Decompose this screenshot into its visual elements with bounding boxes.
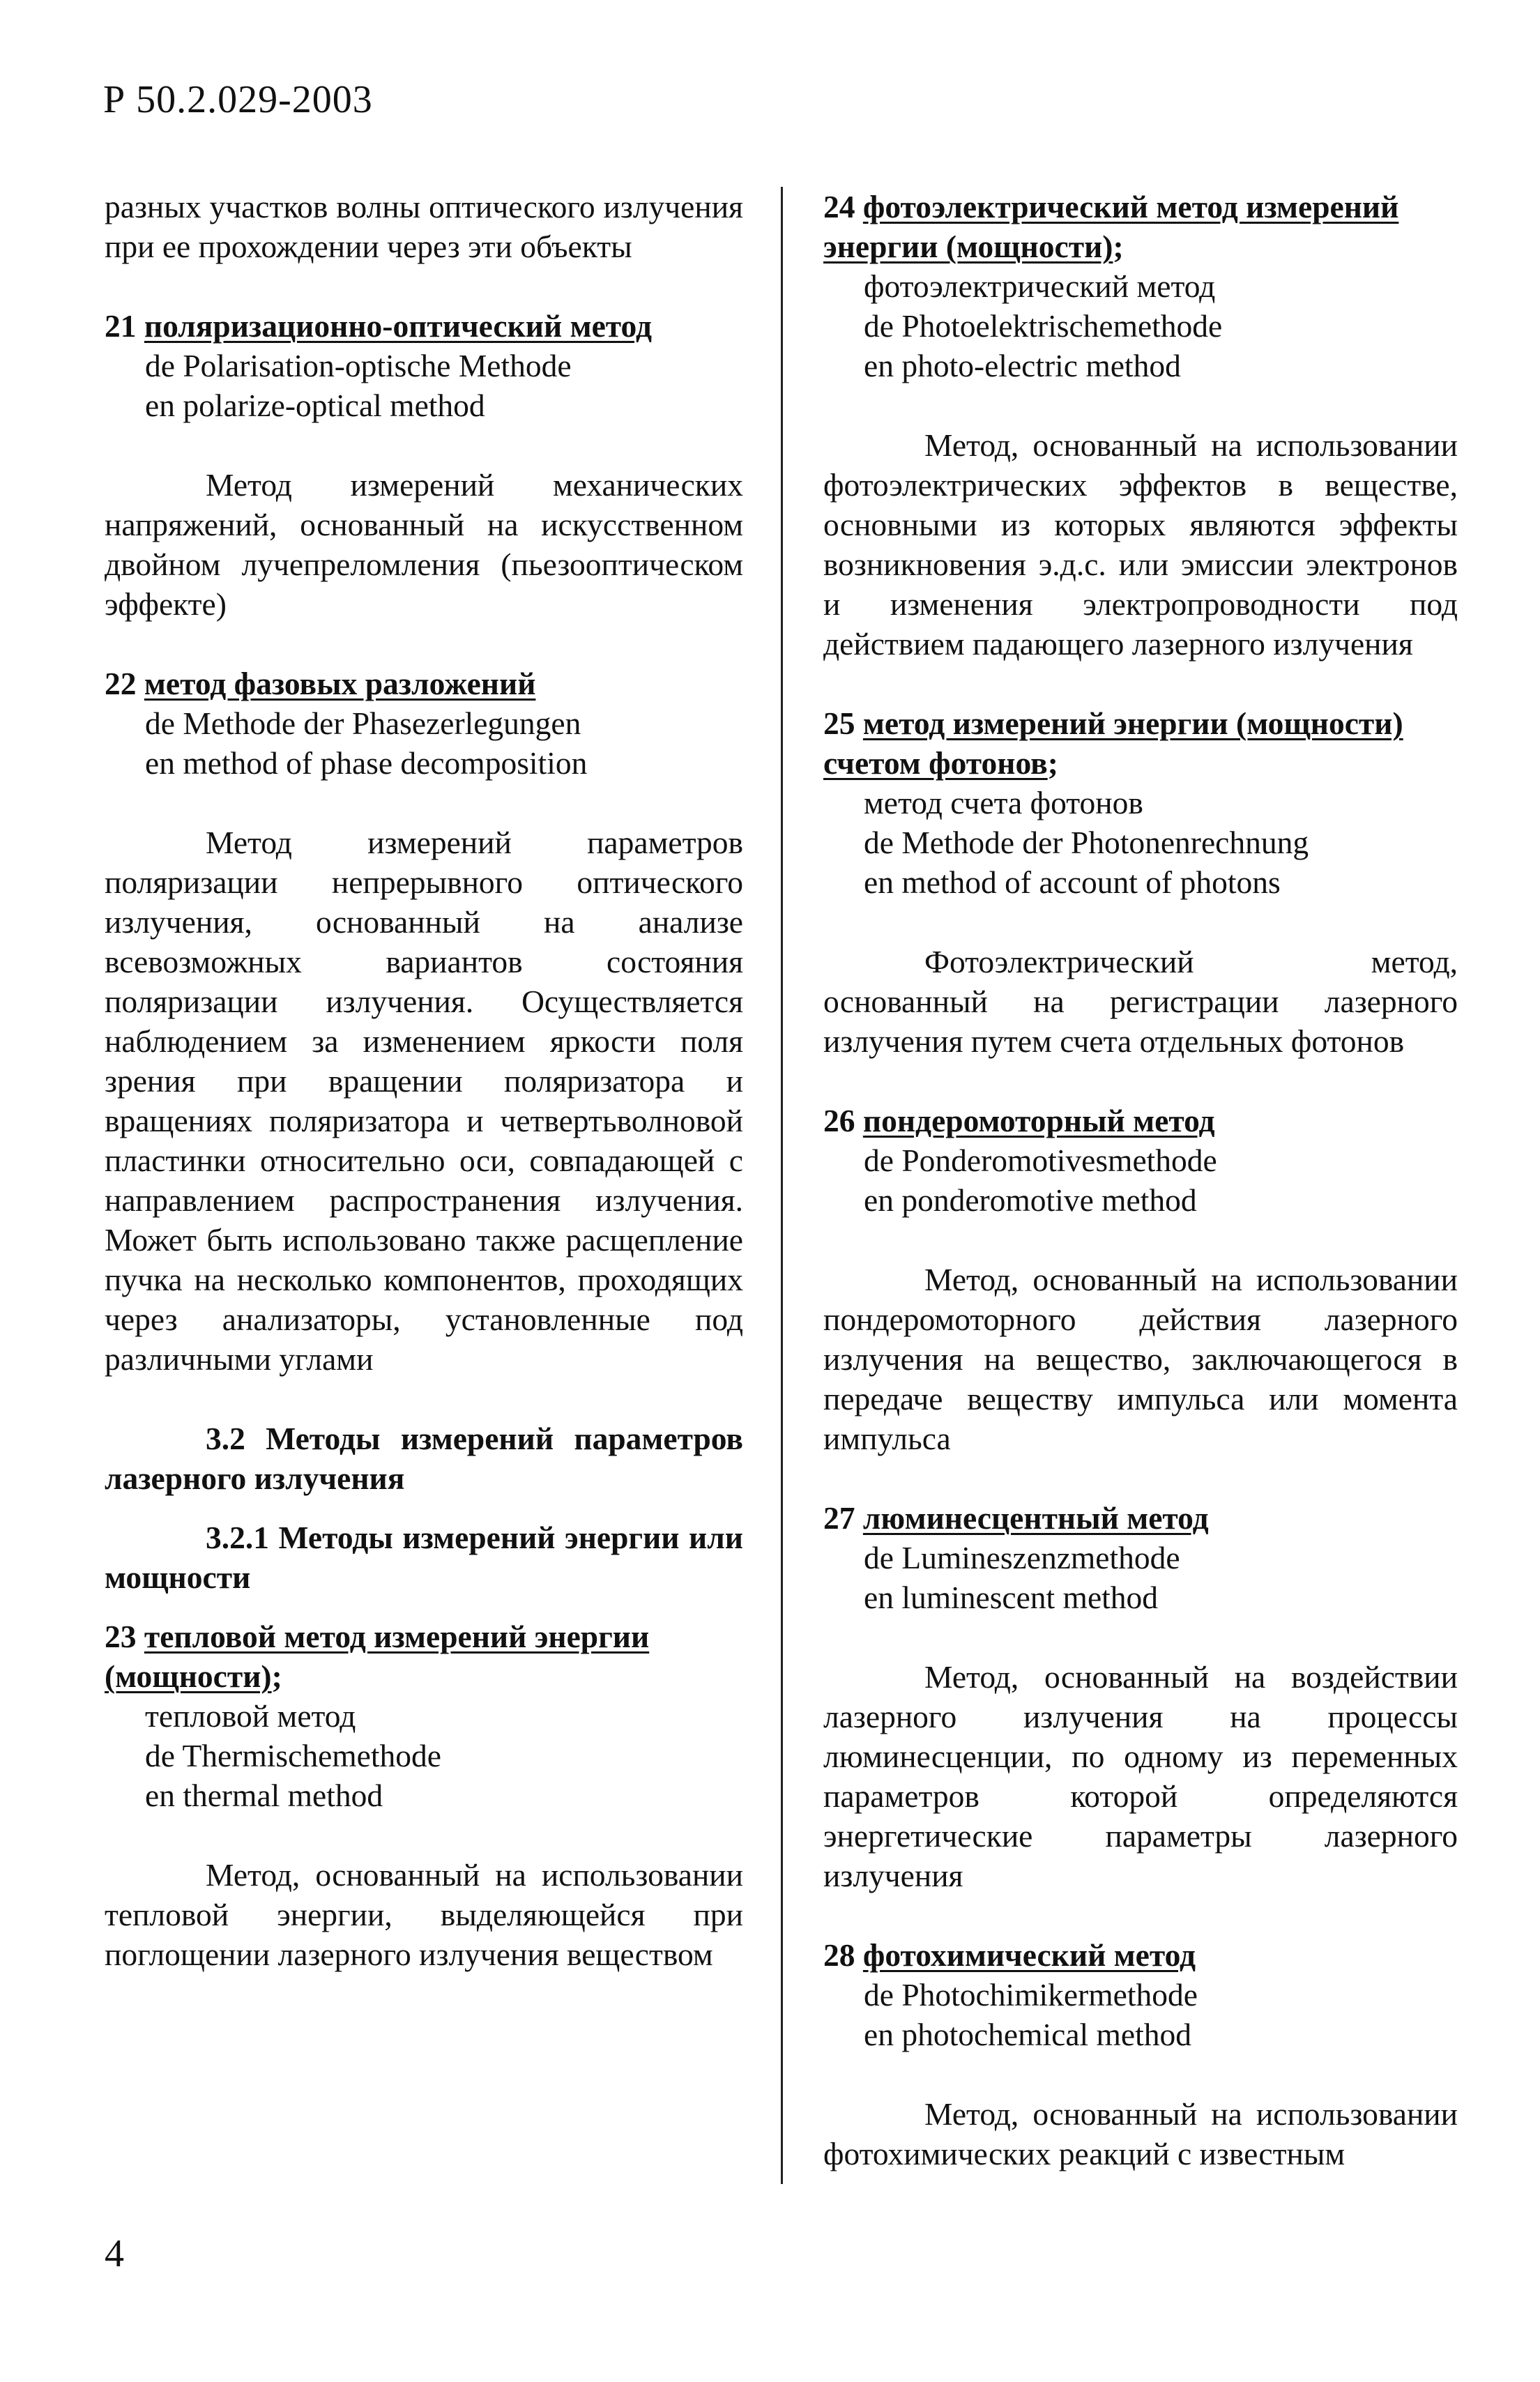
term-german: de Ponderomotivesmethode: [864, 1143, 1217, 1178]
term-number: 25: [823, 705, 855, 741]
section-heading-3-2: 3.2 Методы измерений параметров лазерного излучения: [105, 1421, 743, 1496]
term-title: фотоэлектрический метод измерений энергии (мощности): [823, 189, 1399, 264]
term-german: de Photochimikermethode: [864, 1977, 1198, 2013]
term-title: тепловой метод измерений энергии (мощности): [105, 1619, 650, 1694]
section-heading-3-2-1: 3.2.1 Методы измерений энергии или мощности: [105, 1520, 743, 1595]
page-number: 4: [105, 2232, 124, 2275]
term-english: en ponderomotive method: [864, 1182, 1197, 1218]
right-column: [823, 187, 1458, 2174]
term-english: en polarize-optical method: [145, 388, 485, 423]
term-german: de Polarisation-optische Methode: [145, 348, 572, 383]
term-entry-22: [105, 664, 743, 1379]
term-number: 24: [823, 189, 855, 224]
term-title: люминесцентный метод: [862, 1500, 1209, 1536]
term-heading: [823, 1935, 1458, 1975]
term-entry-23: [105, 1617, 743, 1974]
term-synonym: фотоэлектрический метод: [864, 268, 1216, 304]
term-number: 23: [105, 1619, 137, 1654]
term-entry-28: [823, 1935, 1458, 2174]
term-title: фотохимический метод: [862, 1937, 1196, 1973]
term-entry-25: [823, 703, 1458, 1061]
left-column: [105, 187, 743, 1974]
term-title: пондеромоторный метод: [862, 1103, 1215, 1138]
term-number: 22: [105, 666, 137, 701]
term-heading: [105, 306, 743, 346]
term-german: de Thermischemethode: [145, 1738, 441, 1773]
term-entry-27: [823, 1498, 1458, 1895]
term-number: 27: [823, 1500, 855, 1536]
term-definition: Метод, основанный на использовании фотохимических реакций с известным: [823, 2096, 1458, 2171]
column-divider: [781, 187, 783, 2184]
term-definition: Метод измерений механических напряжений, основанный на искусственном двойном лучепреломления (пьезооптическом эффекте): [105, 467, 743, 622]
continued-text: разных участков волны оптического излучения при ее прохождении через эти объекты: [105, 189, 743, 264]
term-suffix: ;: [1047, 745, 1058, 781]
term-heading: [105, 1617, 743, 1696]
term-english: en thermal method: [145, 1778, 383, 1813]
term-english: en luminescent method: [864, 1580, 1159, 1615]
term-synonym: метод счета фотонов: [864, 785, 1143, 820]
term-entry-26: [823, 1101, 1458, 1458]
term-english: en method of phase decomposition: [145, 745, 588, 781]
term-definition: Метод, основанный на использовании тепловой энергии, выделяющейся при поглощении лазерного излучения веществом: [105, 1857, 743, 1972]
term-english: en photo-electric method: [864, 348, 1181, 383]
term-suffix: ;: [1113, 229, 1124, 264]
term-definition: Метод, основанный на воздействии лазерного излучения на процессы люминесценции, по одному из переменных параметров которой определяются энергетические параметры лазерного излучения: [823, 1659, 1458, 1893]
term-heading: [823, 703, 1458, 783]
term-number: 28: [823, 1937, 855, 1973]
term-german: de Photoelektrischemethode: [864, 308, 1223, 344]
term-definition: Фотоэлектрический метод, основанный на регистрации лазерного излучения путем счета отдельных фотонов: [823, 944, 1458, 1059]
term-english: en method of account of photons: [864, 864, 1281, 900]
term-number: 21: [105, 308, 137, 344]
term-english: en photochemical method: [864, 2017, 1192, 2052]
term-heading: [823, 1101, 1458, 1140]
term-entry-24: [823, 187, 1458, 664]
term-heading: [823, 1498, 1458, 1538]
term-suffix: ;: [271, 1658, 282, 1694]
term-synonym: тепловой метод: [145, 1698, 356, 1734]
term-german: de Methode der Phasezerlegungen: [145, 705, 581, 741]
term-number: 26: [823, 1103, 855, 1138]
term-title: метод фазовых разложений: [144, 666, 536, 701]
term-definition: Метод, основанный на использовании фотоэлектрических эффектов в веществе, основными из которых являются эффекты возникновения э.д.с. или эмиссии электронов и изменения электропроводности под действием падающего лазерного излучения: [823, 427, 1458, 662]
term-title: метод измерений энергии (мощности) счетом фотонов: [823, 705, 1403, 781]
term-heading: [823, 187, 1458, 266]
term-heading: [105, 664, 743, 703]
term-definition: Метод измерений параметров поляризации непрерывного оптического излучения, основанный на анализе всевозможных вариантов состояния поляризации излучения. Осуществляется наблюдением за изменением яркости поля зрения при вращении поляризатора и вращениях поляризатора и четвертьволновой пластинки относительно оси, совпадающей с направлением распространения излучения. Может быть использовано также расщепление пучка на несколько компонентов, проходящих через анализаторы, установленные под различными углами: [105, 825, 743, 1377]
term-definition: Метод, основанный на использовании пондеромоторного действия лазерного излучения на вещество, заключающегося в передаче веществу импульса или момента импульса: [823, 1262, 1458, 1456]
document-code: Р 50.2.029-2003: [103, 78, 373, 121]
term-title: поляризационно-оптический метод: [144, 308, 653, 344]
term-entry-21: [105, 306, 743, 624]
term-german: de Methode der Photonenrechnung: [864, 825, 1309, 860]
term-german: de Lumineszenzmethode: [864, 1540, 1180, 1575]
